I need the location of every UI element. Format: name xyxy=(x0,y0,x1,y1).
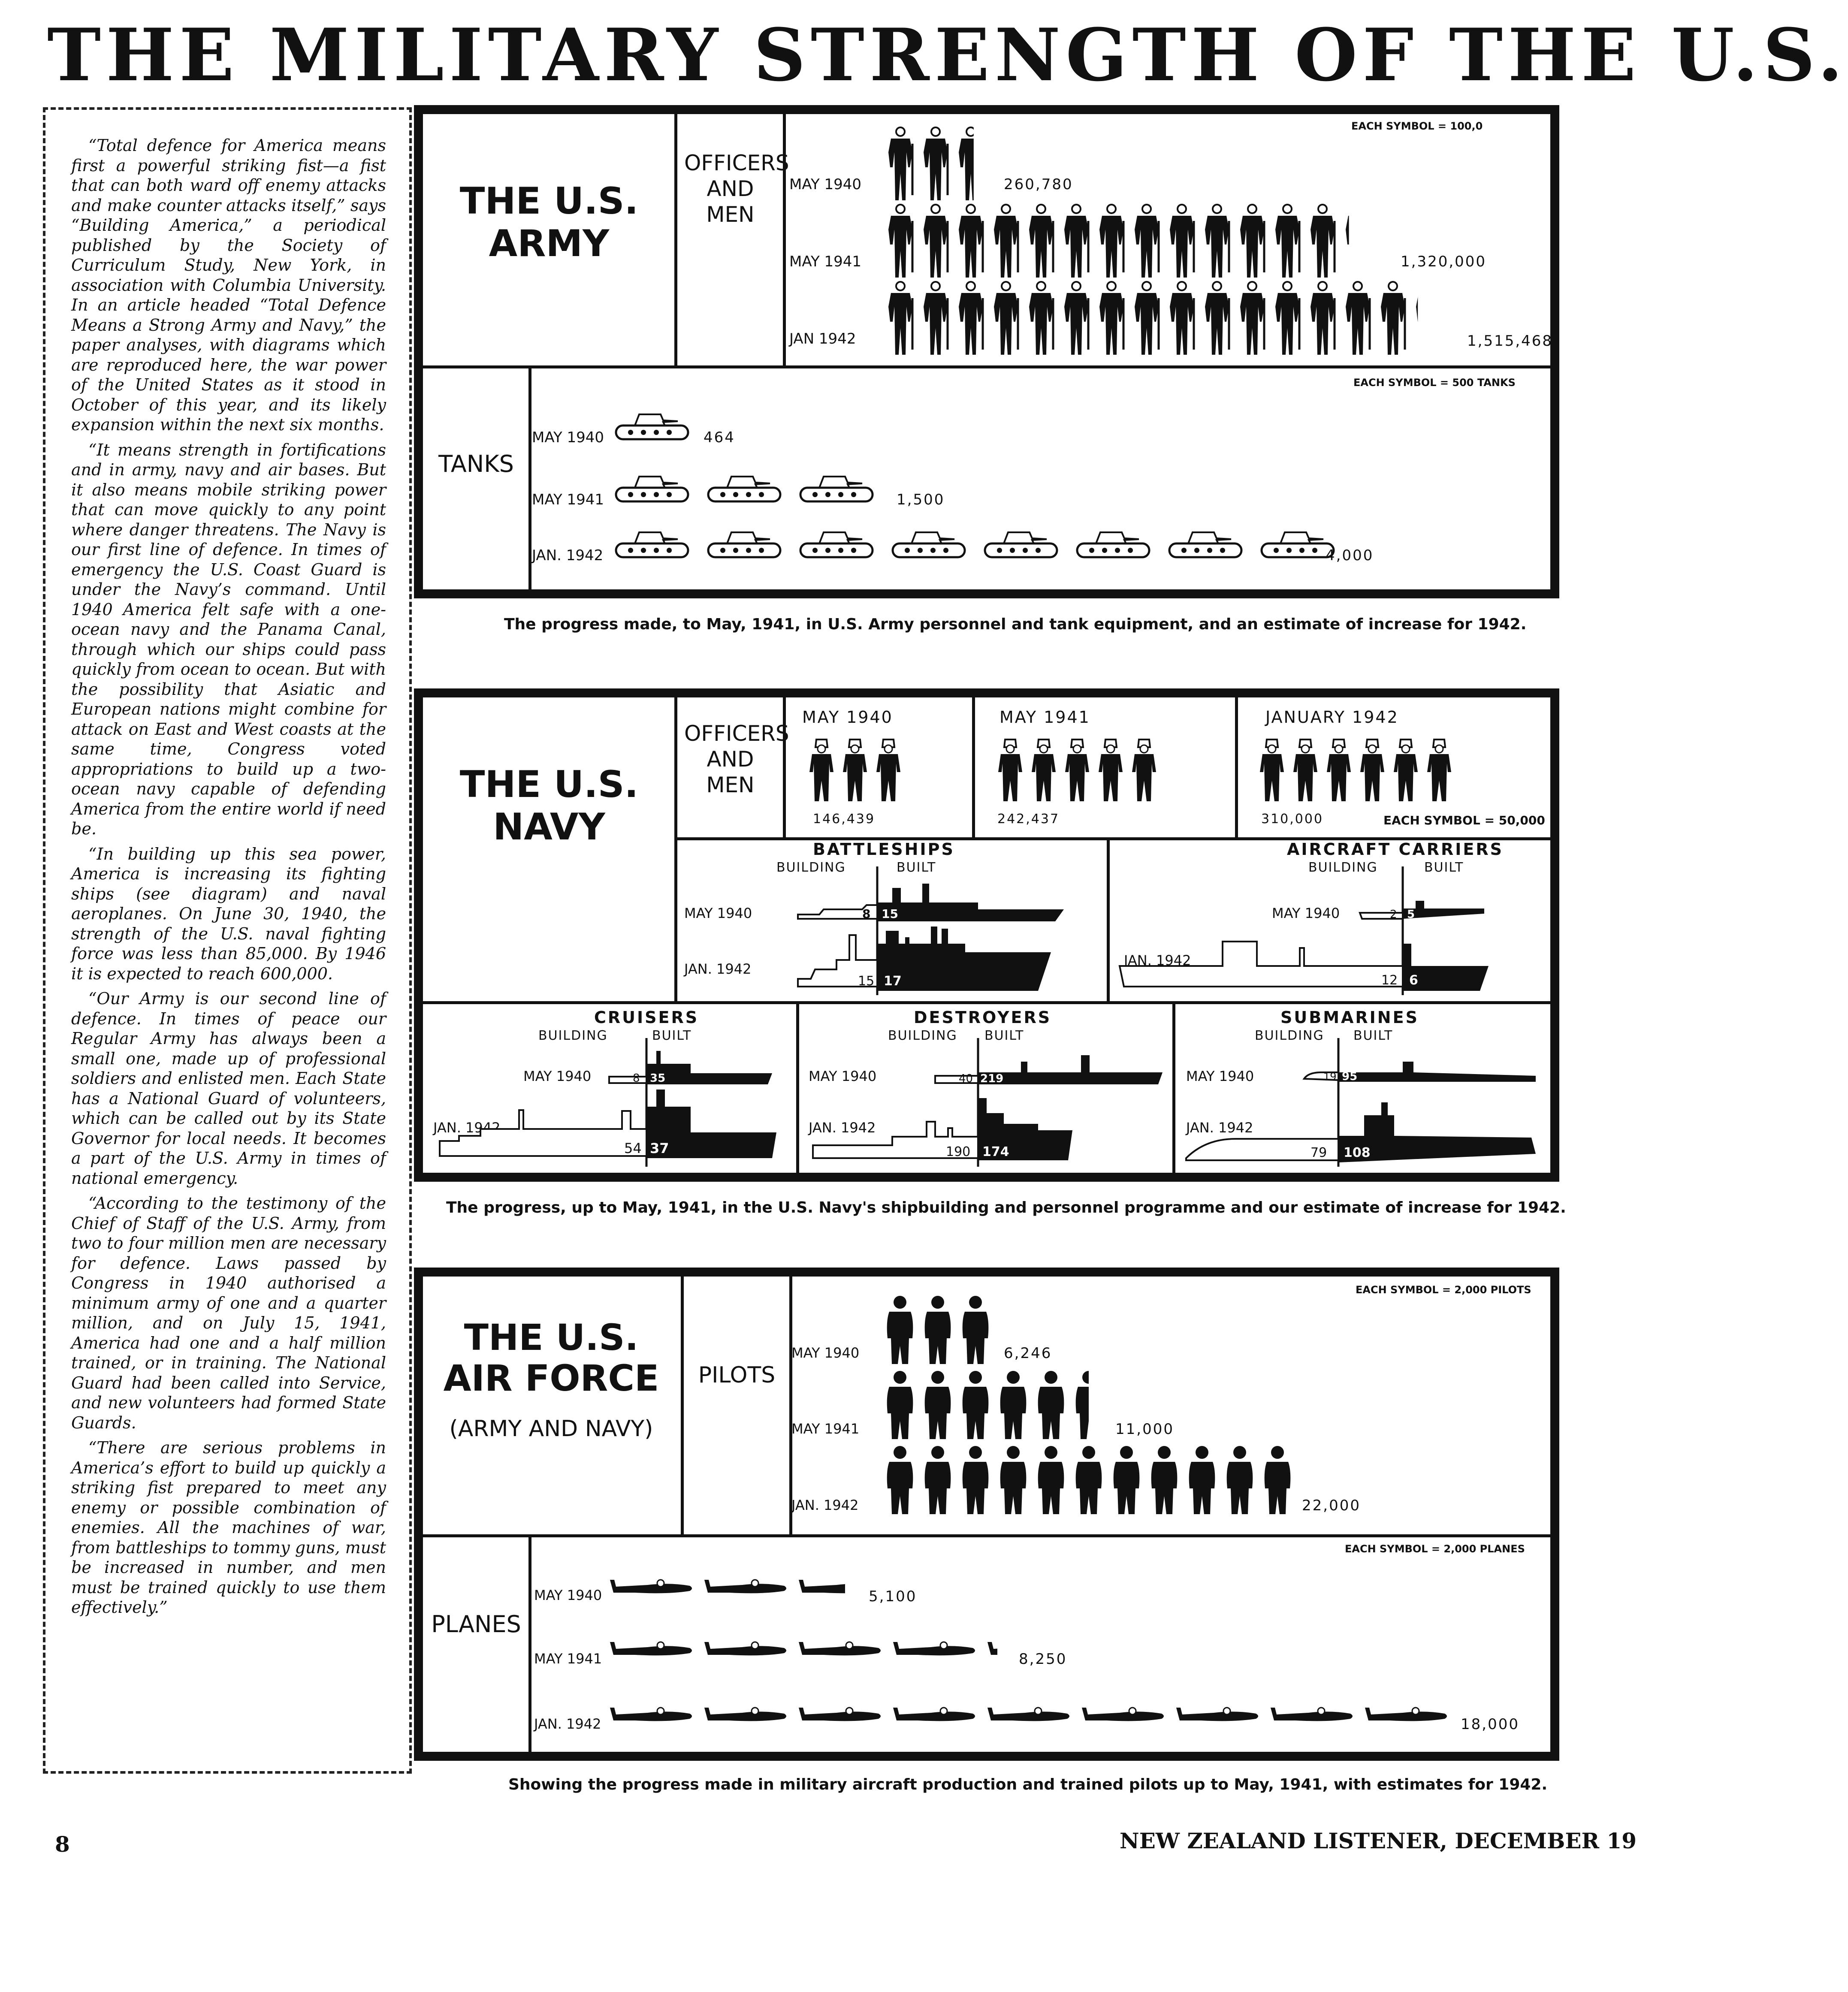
ship-row-label: MAY 1940 xyxy=(523,1068,592,1084)
pilot-icon xyxy=(1000,1371,1027,1439)
sailor-icon xyxy=(1394,739,1418,801)
tank-icon xyxy=(1262,532,1334,557)
plane-pictogram xyxy=(609,1639,1081,1659)
army-tank-row-label: MAY 1940 xyxy=(532,429,604,446)
army-tank-value: 464 xyxy=(704,429,735,446)
air-heading-line1: THE U.S. xyxy=(464,1316,639,1358)
air-planes-note: EACH SYMBOL = 2,000 PLANES xyxy=(1345,1543,1525,1555)
tank-icon xyxy=(616,532,688,557)
sailor-icon xyxy=(876,739,900,801)
ship-row-label: MAY 1940 xyxy=(1186,1068,1254,1084)
building-label: BUILDING xyxy=(888,1028,957,1043)
pilot-pictogram xyxy=(886,1446,1301,1516)
soldier-icon xyxy=(1135,205,1159,278)
army-tanks-note: EACH SYMBOL = 500 TANKS xyxy=(1353,377,1516,389)
air-planes-label-box xyxy=(420,1534,531,1755)
plane-icon xyxy=(799,1642,881,1655)
pilot-icon xyxy=(925,1446,951,1514)
army-tank-row-label: MAY 1941 xyxy=(532,491,604,508)
sailor-icon xyxy=(1360,739,1384,801)
soldier-icon xyxy=(1275,282,1299,355)
tank-icon xyxy=(1169,532,1241,557)
army-tank-icons xyxy=(613,530,1351,561)
built-count: 17 xyxy=(884,974,902,989)
built-label: BUILT xyxy=(652,1028,692,1043)
army-men-value: 1,320,000 xyxy=(1401,253,1487,270)
soldier-pictogram xyxy=(886,127,991,202)
army-men-icons xyxy=(886,204,1378,281)
army-tank-row-label: JAN. 1942 xyxy=(532,547,604,564)
air-heading-sub: (ARMY AND NAVY) xyxy=(449,1416,653,1442)
pilot-icon xyxy=(963,1446,989,1514)
carrier-illustration xyxy=(1115,866,1549,999)
soldier-icon xyxy=(1029,282,1053,355)
army-tank-icons xyxy=(613,474,890,506)
air-pilots-label: PILOTS xyxy=(698,1362,776,1388)
navy-men-col-label: MAY 1941 xyxy=(999,708,1090,727)
tank-pictogram xyxy=(613,474,890,504)
soldier-icon xyxy=(959,127,983,200)
building-count: 8 xyxy=(633,1072,640,1085)
soldier-icon xyxy=(1240,205,1264,278)
soldier-icon xyxy=(1311,282,1335,355)
ship-title: DESTROYERS xyxy=(914,1008,1052,1027)
pilot-icon xyxy=(963,1296,989,1364)
plane-icon xyxy=(704,1708,786,1721)
soldier-icon xyxy=(1240,282,1264,355)
soldier-icon xyxy=(1170,282,1194,355)
paragraph: “In building up this sea power, America is increasing its fighting ships (see diagram) and naval aeroplanes. On June 30, 1940, the strength of the U.S. naval fighting force was less than 85,000. By 1946 it is expected to reach 600,000. xyxy=(71,844,386,983)
pilot-icon xyxy=(1189,1446,1215,1514)
building-count: 40 xyxy=(959,1072,973,1085)
building-label: BUILDING xyxy=(1308,860,1378,875)
sailor-icon xyxy=(1293,739,1317,801)
plane-icon xyxy=(987,1708,1069,1721)
army-men-icons xyxy=(886,127,991,203)
soldier-icon xyxy=(888,282,912,355)
pilot-icon xyxy=(963,1371,989,1439)
army-heading: THE U.S. ARMY xyxy=(459,180,639,265)
soldier-pictogram xyxy=(886,204,1378,279)
soldier-icon xyxy=(1205,282,1229,355)
air-heading-box xyxy=(420,1274,684,1537)
paragraph: “It means strength in fortifications and in army, navy and air bases. But it also means mobile striking power that can move quickly to any point where danger threatens. The Navy is our first line of defence. In times of emergency the U.S. Coast Guard is under the Navy’s command. Until 1940 America felt safe with a one-ocean navy and the Panama Canal, through which our ships could pass quickly from ocean to ocean. But with the possibility that Asiatic and European nations might combine for attack on East and West coasts at the same time, Congress voted appropriations to build up a two-ocean navy capable of defending America from the entire world if need be. xyxy=(71,440,386,838)
built-label: BUILT xyxy=(897,860,936,875)
built-count: 5 xyxy=(1407,908,1415,921)
air-pilots-note: EACH SYMBOL = 2,000 PILOTS xyxy=(1356,1284,1531,1296)
army-men-row-label: JAN 1942 xyxy=(789,330,856,347)
tank-pictogram xyxy=(613,530,1351,560)
air-plane-row-label: JAN. 1942 xyxy=(534,1716,601,1732)
built-count: 108 xyxy=(1344,1145,1371,1160)
page-number: 8 xyxy=(55,1832,70,1857)
tank-pictogram xyxy=(613,412,706,442)
navy-heading: THE U.S. NAVY xyxy=(459,763,639,848)
submarine-illustration xyxy=(1180,1038,1549,1171)
air-plane-value: 5,100 xyxy=(869,1588,917,1605)
pilot-pictogram xyxy=(886,1370,1112,1441)
ship-row-label: MAY 1940 xyxy=(1272,905,1340,921)
air-caption: Showing the progress made in military aircraft production and trained pilots up to May, 1941, with estimates for 1942. xyxy=(508,1776,1548,1793)
ship-title: BATTLESHIPS xyxy=(813,840,955,859)
built-count: 219 xyxy=(980,1072,1004,1085)
army-tank-icons xyxy=(613,412,706,444)
sailor-icon xyxy=(1260,739,1284,801)
navy-men-value: 310,000 xyxy=(1261,812,1324,827)
building-count: 190 xyxy=(946,1144,971,1159)
plane-icon xyxy=(1271,1708,1353,1721)
soldier-icon xyxy=(959,282,983,355)
soldier-icon xyxy=(994,205,1018,278)
building-count: 12 xyxy=(1381,973,1398,988)
soldier-icon xyxy=(1170,205,1194,278)
plane-icon xyxy=(704,1642,786,1655)
built-count: 6 xyxy=(1409,973,1418,988)
plane-icon xyxy=(893,1642,975,1655)
built-label: BUILT xyxy=(1424,860,1464,875)
navy-men-value: 242,437 xyxy=(997,812,1060,827)
battleship-illustration xyxy=(794,866,1102,999)
built-count: 95 xyxy=(1342,1070,1358,1083)
ship-row-label: JAN. 1942 xyxy=(809,1120,876,1136)
pilot-icon xyxy=(1038,1446,1064,1514)
pilot-pictogram xyxy=(886,1295,999,1366)
building-count: 15 xyxy=(858,974,875,989)
built-label: BUILT xyxy=(1353,1028,1393,1043)
plane-icon xyxy=(893,1708,975,1721)
built-count: 35 xyxy=(650,1072,666,1085)
army-men-row-label: MAY 1941 xyxy=(789,253,862,270)
publication-line: NEW ZEALAND LISTENER, DECEMBER 19 xyxy=(1120,1828,1637,1853)
sailor-icon xyxy=(1132,739,1156,801)
navy-men-col-label: MAY 1940 xyxy=(802,708,893,727)
navy-men-note: EACH SYMBOL = 50,000 xyxy=(1383,813,1545,827)
tank-icon xyxy=(708,477,780,501)
tank-icon xyxy=(616,414,688,439)
plane-pictogram xyxy=(609,1704,1458,1725)
ship-row-label: JAN. 1942 xyxy=(433,1120,501,1136)
built-count: 37 xyxy=(650,1140,669,1156)
building-count: 8 xyxy=(862,907,871,921)
air-plane-icons xyxy=(609,1576,892,1599)
soldier-icon xyxy=(1064,205,1088,278)
building-count: 54 xyxy=(624,1140,642,1156)
sailor-icon xyxy=(843,739,867,801)
soldier-icon xyxy=(1381,282,1405,355)
tank-icon xyxy=(708,532,780,557)
cruiser-illustration xyxy=(433,1038,794,1171)
air-pilot-icons xyxy=(886,1446,1301,1518)
built-label: BUILT xyxy=(984,1028,1024,1043)
air-planes-label: PLANES xyxy=(431,1611,521,1638)
paragraph: “Total defence for America means first a powerful striking fist—a fist that can both ward off enemy attacks and make counter attacks itself,” says “Building America,” a periodical published by the Society of Curriculum Study, New York, in association with Columbia University. In an article headed “Total Defence Means a Strong Army and Navy,” the paper analyses, with diagrams which are reproduced here, the war power of the United States as it stood in October of this year, and its likely expansion within the next six months. xyxy=(71,136,386,434)
soldier-icon xyxy=(888,205,912,278)
plane-icon xyxy=(799,1708,881,1721)
pilot-icon xyxy=(887,1296,913,1364)
sailor-icon xyxy=(1427,739,1451,801)
air-plane-row-label: MAY 1941 xyxy=(534,1651,602,1667)
tank-icon xyxy=(616,477,688,501)
soldier-icon xyxy=(1346,205,1370,278)
army-men-row-label: MAY 1940 xyxy=(789,176,862,193)
pilot-icon xyxy=(1151,1446,1178,1514)
sailor-icon xyxy=(1032,739,1056,801)
soldier-icon xyxy=(1416,282,1440,355)
navy-men-value: 146,439 xyxy=(813,812,876,827)
plane-icon xyxy=(1082,1708,1164,1721)
army-tank-value: 1,500 xyxy=(897,491,945,508)
army-men-icons xyxy=(886,281,1449,358)
army-men-label: OFFICERS AND MEN xyxy=(684,151,789,227)
destroyer-illustration xyxy=(806,1038,1171,1171)
navy-men-icons xyxy=(1259,738,1460,804)
ship-title: AIRCRAFT CARRIERS xyxy=(1287,840,1504,859)
building-count: 19 xyxy=(1323,1071,1337,1083)
plane-icon xyxy=(610,1580,692,1593)
navy-men-icons xyxy=(809,738,909,804)
air-pilot-row-label: MAY 1941 xyxy=(791,1421,860,1437)
soldier-icon xyxy=(959,205,983,278)
plane-pictogram xyxy=(609,1576,892,1597)
air-pilot-value: 11,000 xyxy=(1115,1421,1174,1438)
air-pilot-icons xyxy=(886,1370,1112,1443)
pilot-icon xyxy=(1076,1446,1102,1514)
sailor-pictogram xyxy=(809,738,909,802)
built-count: 174 xyxy=(982,1144,1009,1159)
army-tank-value: 4,000 xyxy=(1326,547,1374,564)
soldier-icon xyxy=(1099,282,1123,355)
building-label: BUILDING xyxy=(776,860,846,875)
navy-men-col-label: JANUARY 1942 xyxy=(1265,708,1399,727)
navy-caption: The progress, up to May, 1941, in the U.S. Navy's shipbuilding and personnel programme and our estimate of increase for 1942. xyxy=(446,1199,1566,1216)
soldier-icon xyxy=(1064,282,1088,355)
tank-icon xyxy=(800,477,873,501)
tank-icon xyxy=(893,532,965,557)
pilot-icon xyxy=(1038,1371,1064,1439)
air-plane-icons xyxy=(609,1704,1458,1726)
building-label: BUILDING xyxy=(538,1028,608,1043)
pilot-icon xyxy=(925,1296,951,1364)
tank-icon xyxy=(1077,532,1149,557)
building-count: 79 xyxy=(1311,1145,1327,1160)
building-count: 2 xyxy=(1390,908,1397,921)
soldier-icon xyxy=(1135,282,1159,355)
ship-row-label: MAY 1940 xyxy=(684,905,752,921)
ship-row-label: JAN. 1942 xyxy=(684,961,752,977)
paragraph: “Our Army is our second line of defence. In times of peace our Regular Army has always been a small one, made up of professional soldiers and enlisted men. Each State has a National Guard of volunteers, which can be called out by its State Governor for local needs. It becomes a part of the U.S. Army in times of national emergency. xyxy=(71,989,386,1188)
air-pilot-row-label: JAN. 1942 xyxy=(791,1497,859,1513)
soldier-pictogram xyxy=(886,281,1449,356)
paragraph: “There are serious problems in America’s effort to build up quickly a striking fist prepared to meet any enemy or possible combination of enemies. All the machines of war, from battleships to tommy guns, must be increased in number, and men must be trained quickly to use them effectively.” xyxy=(71,1438,386,1617)
ship-title: SUBMARINES xyxy=(1280,1008,1419,1027)
air-plane-value: 8,250 xyxy=(1019,1651,1067,1668)
ship-row-label: JAN. 1942 xyxy=(1124,952,1191,969)
army-men-value: 260,780 xyxy=(1004,176,1073,193)
navy-men-label: OFFICERS AND MEN xyxy=(684,721,789,797)
soldier-icon xyxy=(1205,205,1229,278)
sailor-icon xyxy=(1327,739,1351,801)
ship-title: CRUISERS xyxy=(594,1008,699,1027)
air-heading-line2: AIR FORCE xyxy=(443,1357,659,1399)
sailor-pictogram xyxy=(1259,738,1460,802)
paragraph: “According to the testimony of the Chief of Staff of the U.S. Army, from two to four million men are necessary for defence. Laws passed by Congress in 1940 authorised a minimum army of one and a quarter million, and on July 15, 1941, America had one and a half million trained, or in training. The National Guard had been called into Service, and new volunteers had formed State Guards. xyxy=(71,1194,386,1432)
air-pilot-icons xyxy=(886,1295,999,1368)
soldier-icon xyxy=(888,127,912,200)
air-plane-value: 18,000 xyxy=(1461,1716,1519,1733)
soldier-icon xyxy=(1275,205,1299,278)
army-tanks-label: TANKS xyxy=(438,450,514,477)
pilot-icon xyxy=(925,1371,951,1439)
plane-icon xyxy=(1365,1708,1447,1721)
pilot-icon xyxy=(887,1371,913,1439)
tank-icon xyxy=(985,532,1057,557)
pilot-icon xyxy=(887,1446,913,1514)
air-pilots-label-box xyxy=(681,1274,792,1537)
soldier-icon xyxy=(1029,205,1053,278)
army-tanks-label-box xyxy=(420,365,531,592)
built-count: 15 xyxy=(882,907,898,921)
building-label: BUILDING xyxy=(1255,1028,1324,1043)
pilot-icon xyxy=(1114,1446,1140,1514)
sailor-pictogram xyxy=(997,738,1165,802)
soldier-icon xyxy=(1311,205,1335,278)
page-title: THE MILITARY STRENGTH OF THE U.S. xyxy=(47,12,1848,97)
air-pilot-value: 6,246 xyxy=(1004,1345,1052,1362)
pilot-icon xyxy=(1227,1446,1253,1514)
soldier-icon xyxy=(924,127,948,200)
soldier-icon xyxy=(994,282,1018,355)
navy-heading-box xyxy=(420,694,677,1004)
soldier-icon xyxy=(1346,282,1370,355)
plane-icon xyxy=(1176,1708,1258,1721)
ship-row-label: MAY 1940 xyxy=(809,1068,877,1084)
army-men-value: 1,515,468 xyxy=(1467,332,1553,350)
pilot-icon xyxy=(1076,1371,1102,1439)
air-plane-icons xyxy=(609,1639,1081,1661)
sailor-icon xyxy=(1065,739,1089,801)
soldier-icon xyxy=(924,205,948,278)
tank-icon xyxy=(800,532,873,557)
air-pilot-row-label: MAY 1940 xyxy=(791,1345,860,1361)
army-men-label-box xyxy=(674,111,789,368)
army-men-note: EACH SYMBOL = 100,0 xyxy=(1351,120,1483,132)
air-plane-row-label: MAY 1940 xyxy=(534,1587,602,1603)
sailor-icon xyxy=(998,739,1022,801)
pilot-icon xyxy=(1265,1446,1291,1514)
plane-icon xyxy=(704,1580,786,1593)
soldier-icon xyxy=(1099,205,1123,278)
sailor-icon xyxy=(1099,739,1123,801)
article-sidebar xyxy=(43,107,412,1774)
navy-men-icons xyxy=(997,738,1165,804)
plane-icon xyxy=(610,1642,692,1655)
sailor-icon xyxy=(809,739,833,801)
army-caption: The progress made, to May, 1941, in U.S. Army personnel and tank equipment, and an estimate of increase for 1942. xyxy=(504,616,1527,633)
soldier-icon xyxy=(924,282,948,355)
plane-icon xyxy=(610,1708,692,1721)
air-pilot-value: 22,000 xyxy=(1302,1497,1361,1514)
pilot-icon xyxy=(1000,1446,1027,1514)
ship-row-label: JAN. 1942 xyxy=(1186,1120,1253,1136)
